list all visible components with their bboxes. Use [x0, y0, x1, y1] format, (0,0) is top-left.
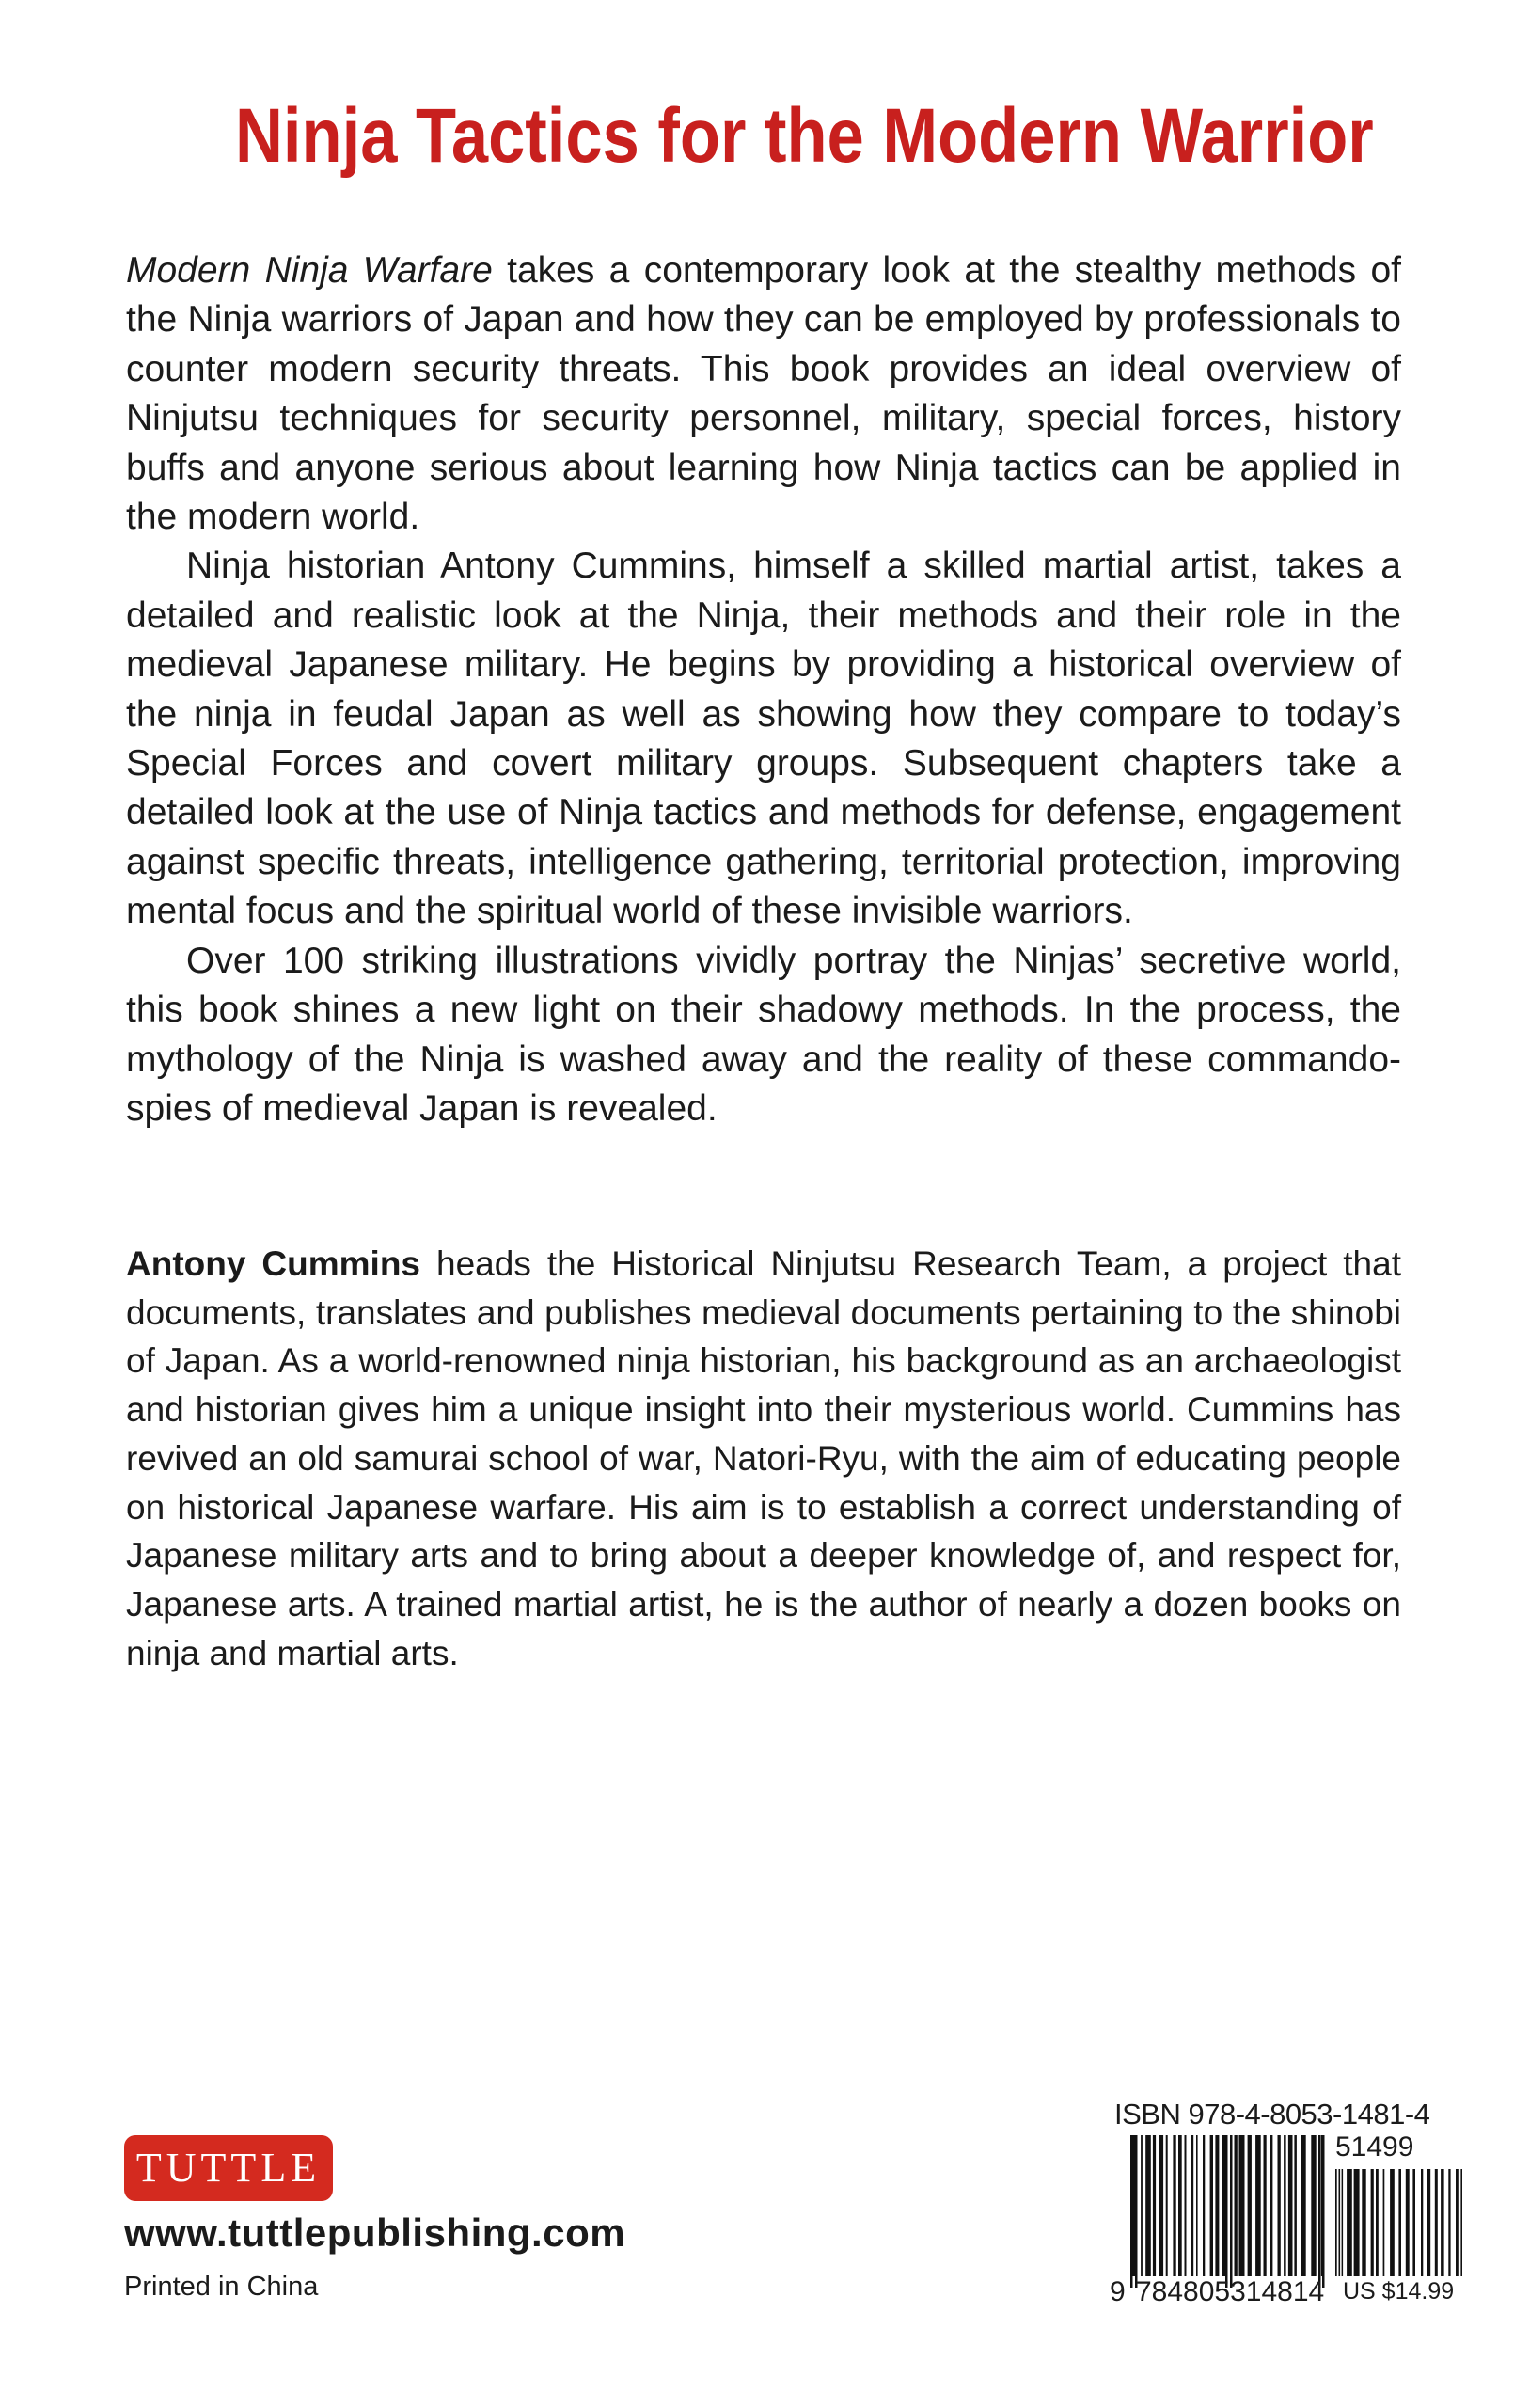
barcode-ean-first-digit: 9: [1110, 2276, 1126, 2307]
barcode: [1110, 2131, 1467, 2314]
publisher-website[interactable]: www.tuttlepublishing.com: [124, 2210, 626, 2255]
blurb-paragraph-2: Ninja historian Antony Cummins, himself a skilled martial artist, takes a detailed and realistic look at the Ninja, their methods and their role in the medieval Japanese military. He begins by providing a historical overview of the ninja in feudal Japan as well as showing how they compare to today’s Special Forces and covert military groups. Subsequent chapters take a detailed look at the use of Ninja tactics and methods for defense, engagement against specific threats, intelligence gathering, territorial protection, improving mental focus and the spiritual world of these invisible warriors.: [126, 546, 1401, 932]
author-bio-text: heads the Historical Ninjutsu Research Team, a project that documents, translates and publishes medieval documents pertaining to the shinobi of Japan. As a world-renowned ninja historian, his background as an archaeologist and historian gives him a unique insight into their mysterious world. Cummins has revived an old samurai school of war, Natori-Ryu, with the aim of educating people on historical Japanese warfare. His aim is to establish a correct understanding of Japanese military arts and to bring about a deeper knowledge of, and respect for, Japanese arts. A trained martial artist, he is the author of nearly a dozen books on ninja and martial arts.: [126, 1244, 1401, 1672]
book-title: Modern Ninja Warfare: [126, 250, 493, 291]
headline: Ninja Tactics for the Modern Warrior: [235, 93, 1374, 179]
blurb-paragraph-3: Over 100 striking illustrations vividly portray the Ninjas’ secretive world, this book shines a new light on their shadowy methods. In the process, the mythology of the Ninja is washed away and the reality of these commando-spies of medieval Japan is revealed.: [126, 940, 1401, 1129]
barcode-addon: 51499: [1335, 2131, 1414, 2162]
tuttle-logo: TUTTLE: [124, 2135, 333, 2201]
author-name: Antony Cummins: [126, 1244, 421, 1283]
blurb-paragraph-1-text: takes a contemporary look at the stealthy methods of the Ninja warriors of Japan and how they can be employed by professionals to counter modern security threats. This book provides an ideal overview of Ninjutsu techniques for security personnel, military, special forces, history buffs and anyone serious about learning how Ninja tactics can be applied in the modern world.: [126, 250, 1401, 538]
author-bio: [126, 1240, 1401, 1677]
printed-in-label: Printed in China: [124, 2272, 319, 2302]
barcode-price: US $14.99: [1343, 2278, 1455, 2305]
barcode-ean-digits: 784805314814: [1136, 2276, 1325, 2307]
blurb-paragraph-1: [126, 246, 1401, 542]
isbn-label: ISBN 978-4-8053-1481-4: [1114, 2098, 1430, 2131]
description-blurb: [126, 246, 1401, 1133]
